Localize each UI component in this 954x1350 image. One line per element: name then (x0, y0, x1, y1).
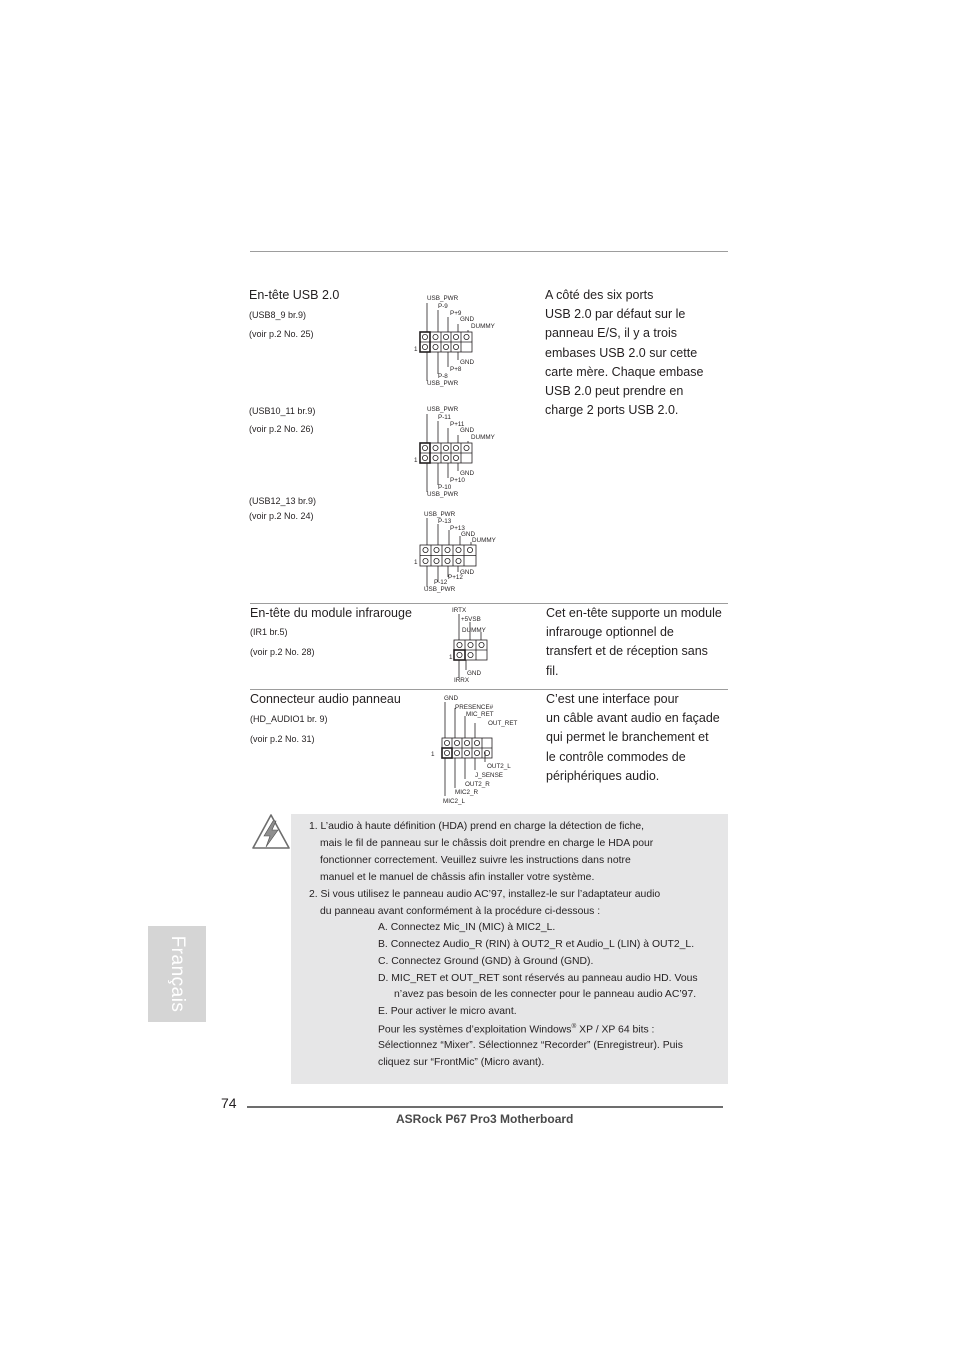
gnd-label: GND (460, 359, 474, 366)
usb10-11-pin-diagram (410, 401, 510, 501)
audio-name: (HD_AUDIO1 br. 9) (250, 714, 328, 724)
usb-pwr-label: USB_PWR (427, 406, 459, 413)
ir-ref: (voir p.2 No. 28) (250, 647, 315, 657)
usb12-13-pin-diagram (410, 508, 510, 596)
usb-pwr-label: USB_PWR (424, 511, 456, 518)
warning-icon (250, 812, 292, 852)
hd-audio-pin-diagram (428, 690, 528, 808)
audio-desc-line: périphériques audio. (546, 768, 660, 783)
usb-pwr-label: USB_PWR (427, 295, 459, 302)
usb-title: En-tête USB 2.0 (249, 288, 340, 302)
note-line: Sélectionnez “Mixer”. Sélectionnez “Recorder” (Enregistreur). Puis (378, 1040, 683, 1051)
ir-pin-diagram (446, 604, 516, 686)
top-rule (250, 251, 728, 252)
usb12-13-ref: (voir p.2 No. 24) (249, 511, 314, 521)
footer-text: ASRock P67 Pro3 Motherboard (396, 1112, 574, 1126)
j-sense-label: J_SENSE (475, 772, 503, 779)
gnd-label: GND (460, 470, 474, 477)
usb-pwr-label: USB_PWR (427, 491, 459, 498)
p-minus-label: P-11 (438, 414, 451, 421)
usb-desc-line: panneau E/S, il y a trois (545, 326, 678, 341)
audio-title: Connecteur audio panneau (250, 692, 401, 706)
gnd-label: GND (460, 316, 474, 323)
usb10-11-ref: (voir p.2 No. 26) (249, 424, 314, 434)
note-line: du panneau avant conformément à la procédure ci-dessous : (320, 906, 601, 917)
note-line (378, 1023, 654, 1035)
usb-desc-line: USB 2.0 par défaut sur le (545, 307, 686, 322)
note-box (291, 814, 728, 1084)
language-tab (148, 926, 206, 1022)
audio-description (546, 690, 736, 786)
ir-desc-line: transfert et de réception sans (546, 644, 708, 659)
dummy-label: DUMMY (471, 323, 495, 330)
pin1-label: 1 (414, 457, 418, 464)
ir-description (546, 604, 736, 681)
out2-r-label: OUT2_R (465, 781, 490, 788)
audio-desc-line: un câble avant audio en façade (546, 711, 720, 726)
p-minus-label: P-13 (438, 518, 452, 525)
note-line: 2. Si vous utilisez le panneau audio AC’97, installez-le sur l’adaptateur audio (309, 889, 661, 900)
usb10-11-name: (USB10_11 br.9) (249, 406, 316, 416)
mic2-l-label: MIC2_L (443, 798, 466, 805)
usb-desc-line: USB 2.0 peut prendre en (545, 384, 684, 399)
usb-pwr-label: USB_PWR (427, 380, 459, 387)
pin1-label: 1 (414, 346, 418, 353)
p-minus-label: P-10 (438, 484, 452, 491)
dummy-label: DUMMY (462, 627, 486, 634)
registered-mark: ® (571, 1023, 577, 1030)
footer-rule (247, 1106, 723, 1108)
note-line: B. Connectez Audio_R (RIN) à OUT2_R et Audio_L (LIN) à OUT2_L. (378, 939, 695, 950)
note-line: 1. L’audio à haute définition (HDA) prend en charge la détection de fiche, (309, 821, 645, 832)
usb12-13-name: (USB12_13 br.9) (249, 496, 317, 506)
ir-desc-line: infrarouge optionnel de (546, 625, 674, 640)
audio-ref: (voir p.2 No. 31) (250, 734, 315, 744)
note-line: E. Pour activer le micro avant. (378, 1006, 517, 1017)
language-tab-label: Français (167, 935, 188, 1013)
out-ret-label: OUT_RET (488, 720, 518, 727)
page-number: 74 (221, 1095, 237, 1111)
audio-desc-line: C’est une interface pour (546, 692, 679, 706)
audio-desc-line: le contrôle commodes de (546, 749, 686, 764)
5vsb-label: +5VSB (461, 616, 481, 623)
usb8-9-pin-diagram (410, 290, 510, 390)
note-line: C. Connectez Ground (GND) à Ground (GND). (378, 956, 594, 967)
usb8-9-ref: (voir p.2 No. 25) (249, 329, 314, 339)
note-line: cliquez sur “FrontMic” (Micro avant). (378, 1057, 545, 1068)
usb-desc-line: embases USB 2.0 sur cette (545, 345, 698, 360)
pin1-label: 1 (449, 654, 453, 661)
usb-description (545, 286, 735, 420)
usb-desc-line: A côté des six ports (545, 288, 654, 302)
note-text: Pour les systèmes d’exploitation Windows (378, 1024, 572, 1036)
gnd-label: GND (460, 427, 474, 434)
p-plus-label: P+9 (450, 310, 462, 317)
note-line: n’avez pas besoin de les connecter pour le panneau audio AC’97. (394, 989, 697, 1000)
mic-ret-label: MIC_RET (466, 711, 494, 718)
gnd-label: GND (460, 569, 474, 576)
note-line: A. Connectez Mic_IN (MIC) à MIC2_L. (378, 922, 556, 933)
out2-l-label: OUT2_L (487, 763, 511, 770)
p-plus-label: P+10 (450, 477, 465, 484)
mic2-r-label: MIC2_R (455, 789, 479, 796)
p-minus-label: P-12 (434, 579, 448, 586)
usb8-9-name: (USB8_9 br.9) (249, 310, 307, 320)
note-text: XP / XP 64 bits : (576, 1024, 655, 1036)
p-plus-label: P+8 (450, 366, 462, 373)
dummy-label: DUMMY (471, 434, 495, 441)
usb-desc-line: charge 2 ports USB 2.0. (545, 403, 679, 418)
audio-desc-line: qui permet le branchement et (546, 730, 709, 745)
p-plus-label: P+13 (450, 525, 465, 532)
usb-pwr-label: USB_PWR (424, 586, 456, 593)
irrx-label: IRRX (454, 677, 470, 684)
p-plus-label: P+12 (448, 574, 463, 581)
ir-desc-line: Cet en-tête supporte un module (546, 606, 722, 620)
note-line: mais le fil de panneau sur le châssis doit prendre en charge le HDA pour (320, 838, 654, 849)
pin1-label: 1 (414, 559, 418, 566)
gnd-label: GND (444, 695, 458, 702)
irtx-label: IRTX (452, 607, 467, 614)
usb-desc-line: carte mère. Chaque embase (545, 364, 704, 379)
ir-title: En-tête du module infrarouge (250, 606, 412, 620)
p-minus-label: P-8 (438, 373, 448, 380)
gnd-label: GND (461, 531, 475, 538)
ir-desc-line: fil. (546, 663, 559, 678)
presence-label: PRESENCE# (455, 704, 494, 711)
pin1-label: 1 (431, 751, 435, 758)
ir-name: (IR1 br.5) (250, 627, 288, 637)
dummy-label: DUMMY (472, 537, 496, 544)
note-line: fonctionner correctement. Veuillez suivre les instructions dans notre (320, 855, 631, 866)
gnd-label: GND (467, 670, 481, 677)
p-plus-label: P+11 (450, 421, 465, 428)
p-minus-label: P-9 (438, 303, 448, 310)
note-line: manuel et le manuel de châssis afin installer votre système. (320, 872, 595, 883)
note-line: D. MIC_RET et OUT_RET sont réservés au panneau audio HD. Vous (378, 973, 698, 984)
